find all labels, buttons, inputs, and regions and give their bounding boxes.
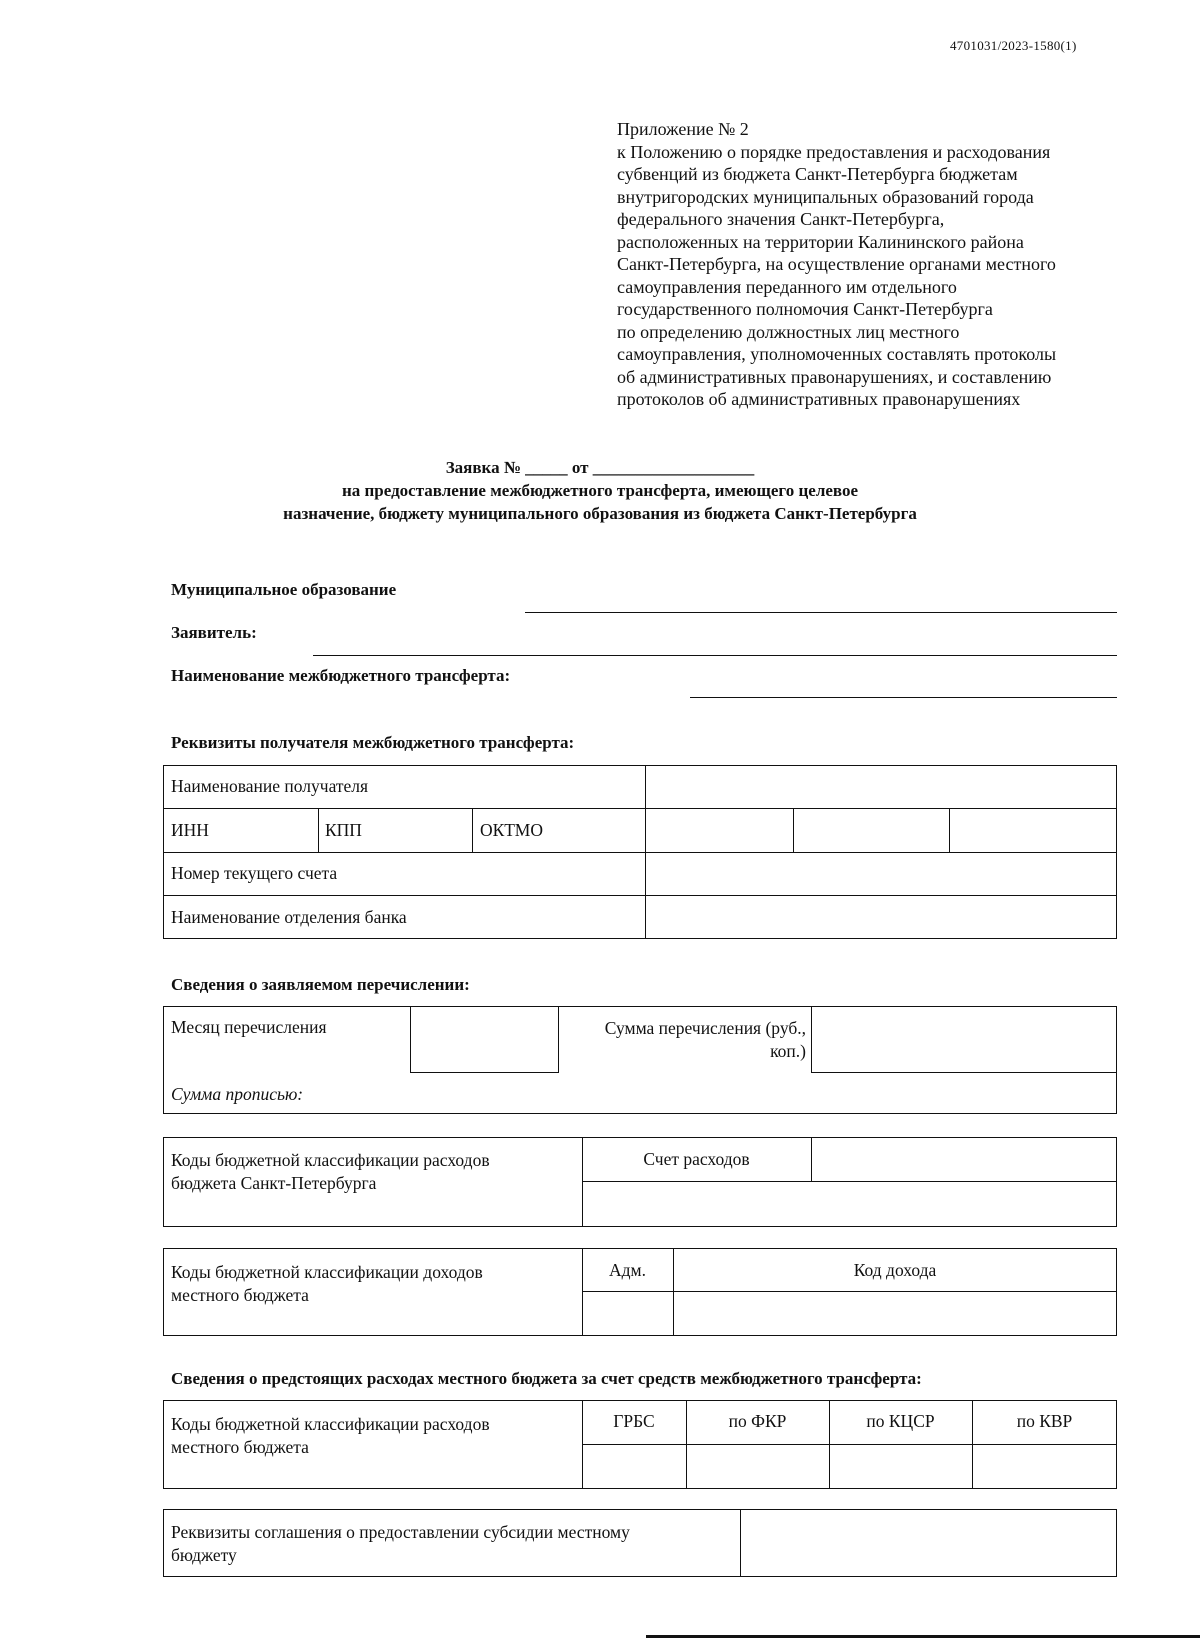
municipality-input-line[interactable] — [525, 612, 1117, 613]
oktmo-label: ОКТМО — [480, 820, 543, 840]
table-divider — [740, 1509, 741, 1577]
recipient-name-label: Наименование получателя — [171, 776, 369, 796]
label-line: Коды бюджетной классификации расходов — [171, 1150, 490, 1170]
kvr-header: по КВР — [1016, 1411, 1073, 1431]
table-divider — [582, 1181, 1117, 1182]
transfer-name-label: Наименование межбюджетного трансферта: — [171, 666, 511, 685]
table-divider — [582, 1291, 1117, 1292]
application-subtitle-2: назначение, бюджету муниципального образования из бюджета Санкт-Петербурга — [283, 504, 917, 523]
table-divider — [811, 1137, 812, 1181]
appendix-line: по определению должностных лиц местного — [617, 321, 960, 342]
appendix-line: государственного полномочия Санкт-Петербурга — [617, 299, 993, 319]
document-number: 4701031/2023-1580(1) — [950, 38, 1077, 53]
transfer-heading: Сведения о заявляемом перечислении: — [171, 975, 470, 994]
sum-label-line: Сумма перечисления (руб., — [604, 1018, 806, 1038]
appendix-line: самоуправления, уполномоченных составлять протоколы — [617, 344, 1057, 364]
table-divider — [811, 1006, 812, 1072]
adm-header: Адм. — [609, 1260, 646, 1280]
appendix-line: протоколов об административных правонарушениях — [617, 389, 1021, 409]
appendix-line: федерального значения Санкт-Петербурга, — [617, 209, 945, 229]
income-code-header: Код дохода — [853, 1260, 937, 1280]
month-value-box[interactable] — [410, 1006, 559, 1073]
income-codes-label — [171, 1261, 483, 1307]
appendix-line: Приложение № 2 — [617, 119, 749, 139]
table-divider — [318, 808, 319, 852]
agreement-label — [171, 1521, 630, 1567]
appendix-line: самоуправления переданного им отдельного — [617, 276, 957, 297]
appendix-line: к Положению о порядке предоставления и расходования — [617, 141, 1051, 162]
fkr-header: по ФКР — [728, 1411, 787, 1431]
table-divider — [163, 895, 1117, 896]
kcsr-header: по КЦСР — [866, 1411, 935, 1431]
expense-codes-label — [171, 1149, 490, 1195]
recipient-heading: Реквизиты получателя межбюджетного трансферта: — [171, 733, 575, 752]
label-line: местного бюджета — [171, 1285, 309, 1305]
kpp-label: КПП — [325, 820, 362, 840]
table-divider — [582, 1444, 1117, 1445]
table-divider — [949, 808, 950, 852]
applicant-input-line[interactable] — [313, 655, 1117, 656]
account-number-label: Номер текущего счета — [171, 863, 338, 883]
transfer-sum-label — [570, 1017, 806, 1063]
appendix-line: внутригородских муниципальных образований города — [617, 186, 1034, 207]
label-line: Коды бюджетной классификации доходов — [171, 1262, 483, 1282]
appendix-line: субвенций из бюджета Санкт-Петербурга бюджетам — [617, 164, 1018, 184]
scan-edge-line — [646, 1635, 1200, 1638]
local-expenses-heading: Сведения о предстоящих расходах местного бюджета за счет средств межбюджетного трансферта: — [171, 1369, 922, 1388]
table-divider — [793, 808, 794, 852]
sum-in-words-label: Сумма прописью: — [171, 1084, 304, 1104]
appendix-line: Санкт-Петербурга, на осуществление органами местного — [617, 254, 1056, 274]
label-line: Коды бюджетной классификации расходов — [171, 1414, 490, 1434]
transfer-name-input-line[interactable] — [690, 697, 1117, 698]
appendix-line: расположенных на территории Калининского района — [617, 231, 1024, 252]
month-label: Месяц перечисления — [171, 1017, 327, 1037]
expense-account-header: Счет расходов — [643, 1149, 750, 1169]
local-expense-codes-label — [171, 1413, 490, 1459]
table-divider — [645, 765, 646, 939]
table-divider — [811, 1072, 1117, 1073]
inn-label: ИНН — [171, 820, 209, 840]
bank-branch-label: Наименование отделения банка — [171, 907, 407, 927]
table-divider — [163, 808, 1117, 809]
application-subtitle: на предоставление межбюджетного трансферта, имеющего целевое — [341, 481, 859, 500]
appendix-block — [617, 118, 1117, 411]
application-title: Заявка № _____ от ___________________ — [445, 458, 755, 477]
appendix-line: об административных правонарушениях, и составлению — [617, 366, 1052, 387]
label-line: бюджету — [171, 1545, 237, 1565]
grbs-header: ГРБС — [613, 1411, 655, 1431]
sum-label-line: коп.) — [770, 1041, 806, 1061]
label-line: Реквизиты соглашения о предоставлении субсидии местному — [171, 1522, 630, 1542]
table-divider — [163, 852, 1117, 853]
label-line: бюджета Санкт-Петербурга — [171, 1173, 377, 1193]
label-line: местного бюджета — [171, 1437, 309, 1457]
municipality-label: Муниципальное образование — [171, 580, 397, 599]
applicant-label: Заявитель: — [171, 623, 257, 642]
table-divider — [472, 808, 473, 852]
